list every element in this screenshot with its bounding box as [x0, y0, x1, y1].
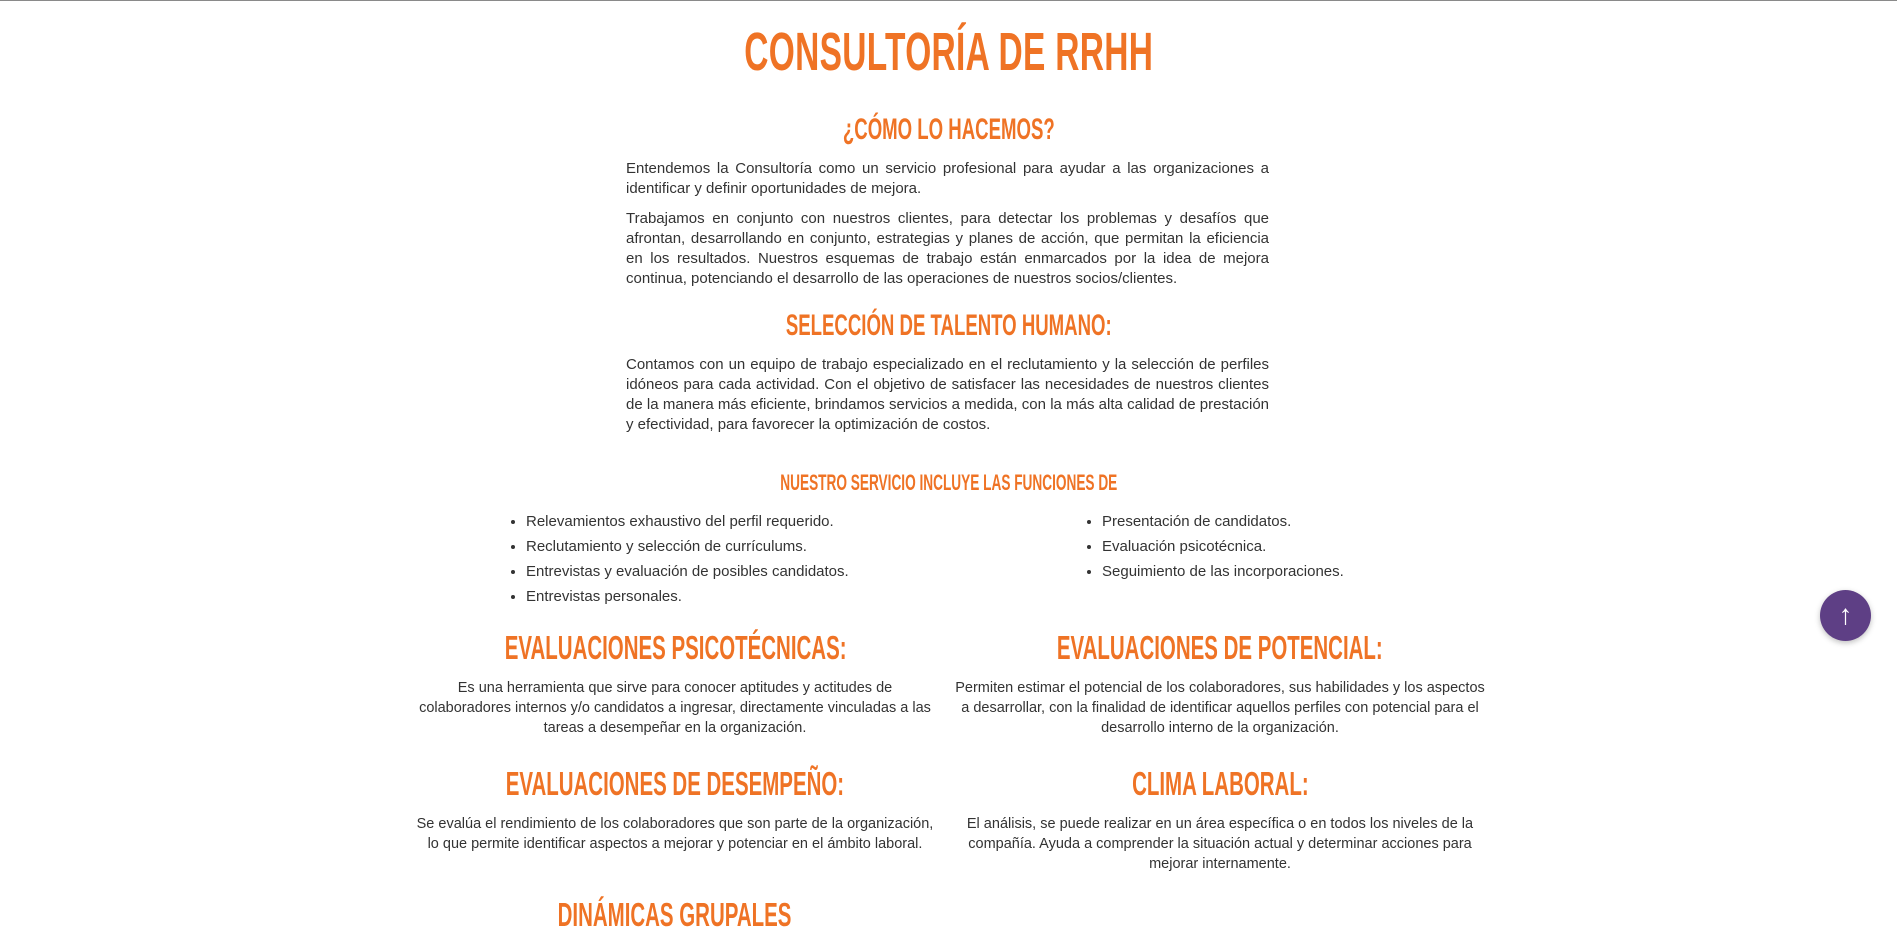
scroll-to-top-button[interactable] [1820, 590, 1871, 641]
servicio-heading: NUESTRO SERVICIO INCLUYE LAS FUNCIONES DE [779, 470, 1117, 495]
list-item: • Entrevistas y evaluación de posibles candidatos. [526, 559, 849, 584]
psicotecnicas-title: EVALUACIONES PSICOTÉCNICAS: [504, 629, 847, 666]
page-title: CONSULTORÍA DE RRHH [744, 22, 1153, 82]
potencial-text: Permiten estimar el potencial de los colaboradores, sus habilidades y los aspectos a desarrollar, con la finalidad de identificar aquellos perfiles con potencial para el desarrollo interno de la organización. [955, 680, 1485, 736]
list-item: • Evaluación psicotécnica. [1102, 534, 1344, 559]
psicotecnicas-text: Es una herramienta que sirve para conocer aptitudes y actitudes de colaboradores internos y/o candidatos a ingresar, directamente vinculadas a las tareas a desempeñar en la organización. [419, 680, 931, 736]
list-item: • Presentación de candidatos. [1102, 509, 1344, 534]
como-heading-wrap [0, 112, 1897, 148]
next-section-title: DINÁMICAS GRUPALES [558, 896, 792, 933]
psicotecnicas-title-wrap [400, 629, 950, 667]
servicio-list-left [506, 509, 849, 609]
potencial-title: EVALUACIONES DE POTENCIAL: [1057, 629, 1383, 666]
list-item: • Entrevistas personales. [526, 584, 849, 609]
clima-title-wrap [945, 765, 1495, 803]
arrow-up-icon: ↑ [1838, 599, 1853, 630]
seleccion-heading: SELECCIÓN DE TALENTO HUMANO: [785, 309, 1112, 342]
seleccion-heading-wrap [0, 308, 1897, 344]
clima-text: El análisis, se puede realizar en un área específica o en todos los niveles de la compañía. Ayuda a comprender la situación actual y determinar acciones para mejorar internamente. [966, 816, 1474, 872]
como-paragraph-2: Trabajamos en conjunto con nuestros clientes, para detectar los problemas y desafíos que afrontan, desarrollando en conjunto, estrategias y planes de acción, que permitan la eficiencia en los resultados. Nuestros esquemas de trabajo están enmarcados por la idea de mejora continua, potenciando el desarrollo de las operaciones de nuestros socios/clientes. [626, 210, 1269, 287]
seleccion-paragraph: Contamos con un equipo de trabajo especializado en el reclutamiento y la selección de perfiles idóneos para cada actividad. Con el objetivo de satisfacer las necesidades de nuestros clientes de la manera más eficiente, brindamos servicios a medida, con la más alta calidad de prestación y efectividad, para favorecer la optimización de costos. [626, 356, 1269, 433]
clima-title: CLIMA LABORAL: [1131, 765, 1309, 802]
list-item: • Seguimiento de las incorporaciones. [1102, 559, 1344, 584]
servicio-list-right [1082, 509, 1344, 584]
desempeno-title-wrap [400, 765, 950, 803]
next-section-title-wrap [400, 896, 950, 933]
servicio-heading-wrap [0, 470, 1897, 496]
como-paragraph-1: Entendemos la Consultoría como un servicio profesional para ayudar a las organizaciones a identificar y definir oportunidades de mejora. [626, 160, 1269, 197]
potencial-title-wrap [945, 629, 1495, 667]
list-item: • Reclutamiento y selección de currículums. [526, 534, 849, 559]
desempeno-text: Se evalúa el rendimiento de los colaboradores que son parte de la organización, lo que permite identificar aspectos a mejorar y potenciar en el ámbito laboral. [416, 816, 934, 852]
list-item: • Relevamientos exhaustivo del perfil requerido. [526, 509, 849, 534]
desempeno-title: EVALUACIONES DE DESEMPEÑO: [505, 765, 845, 802]
page-title-wrap [0, 21, 1897, 83]
como-heading: ¿CÓMO LO HACEMOS? [842, 113, 1055, 146]
